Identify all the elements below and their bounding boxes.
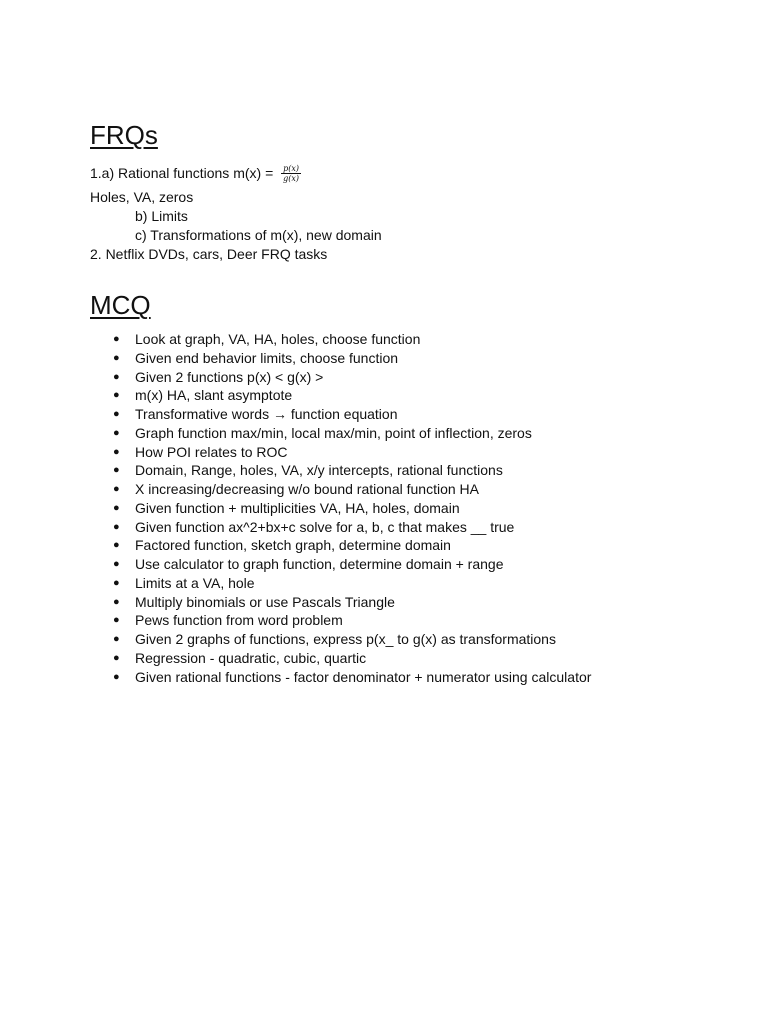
list-item-text: m(x) HA, slant asymptote <box>135 387 293 404</box>
list-item-text: Graph function max/min, local max/min, point of inflection, zeros <box>135 424 532 441</box>
bullet-icon: ● <box>113 614 120 627</box>
bullet-icon: ● <box>113 633 120 645</box>
list-item-text: Given function + multiplicities VA, HA, holes, domain <box>135 499 460 516</box>
list-item-text: Given 2 functions p(x) < g(x) > <box>135 368 324 385</box>
bullet-icon: ● <box>113 426 120 439</box>
bullet-icon: ● <box>113 351 120 364</box>
bullet-icon: ● <box>113 333 120 345</box>
frq-item-1a <box>90 164 301 184</box>
list-item-text: Given end behavior limits, choose function <box>135 349 399 366</box>
list-item-text: Transformative words → function equation <box>135 406 398 422</box>
fraction-denominator: g(x) <box>283 173 300 183</box>
frq-item-1b: b) Limits <box>135 208 188 224</box>
list-item-text: Given rational functions - factor denominator + numerator using calculator <box>135 668 592 685</box>
bullet-icon: ● <box>113 520 120 533</box>
list-item-text: Limits at a VA, hole <box>135 574 255 591</box>
bullet-icon: ● <box>113 483 120 495</box>
bullet-icon: ● <box>113 576 120 589</box>
frq-item-1a-text: 1.a) Rational functions m(x) = <box>90 165 274 181</box>
bullet-icon: ● <box>113 464 120 477</box>
frq-heading: FRQs <box>90 120 158 150</box>
bullet-icon: ● <box>113 651 120 664</box>
bullet-icon: ● <box>113 370 120 383</box>
list-item-text: Given 2 graphs of functions, express p(x_ to g(x) as transformations <box>135 631 556 647</box>
fraction-p-over-g <box>281 164 301 183</box>
fraction-numerator: p(x) <box>283 163 300 173</box>
list-item-text: How POI relates to ROC <box>135 443 288 460</box>
bullet-icon: ● <box>113 389 120 402</box>
list-item-text: Pews function from word problem <box>135 612 343 629</box>
bullet-icon: ● <box>113 558 120 570</box>
bullet-icon: ● <box>113 408 120 420</box>
list-item-text: Use calculator to graph function, determine domain + range <box>135 556 504 572</box>
mcq-heading: MCQ <box>90 290 151 320</box>
frq-item-1a-detail: Holes, VA, zeros <box>90 189 194 205</box>
list-item-text: Factored function, sketch graph, determine domain <box>135 537 451 554</box>
bullet-icon: ● <box>113 670 120 683</box>
bullet-icon: ● <box>113 539 120 552</box>
list-item-text: Regression - quadratic, cubic, quartic <box>135 649 367 666</box>
frq-item-1c: c) Transformations of m(x), new domain <box>135 227 382 243</box>
frq-item-2: 2. Netflix DVDs, cars, Deer FRQ tasks <box>90 246 328 262</box>
list-item-text: Look at graph, VA, HA, holes, choose function <box>135 331 421 347</box>
list-item-text: Domain, Range, holes, VA, x/y intercepts, rational functions <box>135 462 503 479</box>
bullet-icon: ● <box>113 445 120 458</box>
list-item-text: Given function ax^2+bx+c solve for a, b, c that makes __ true <box>135 518 515 535</box>
list-item-text: Multiply binomials or use Pascals Triangle <box>135 593 395 610</box>
bullet-icon: ● <box>113 501 120 514</box>
list-item-text: X increasing/decreasing w/o bound rational function HA <box>135 481 479 497</box>
bullet-icon: ● <box>113 595 120 608</box>
